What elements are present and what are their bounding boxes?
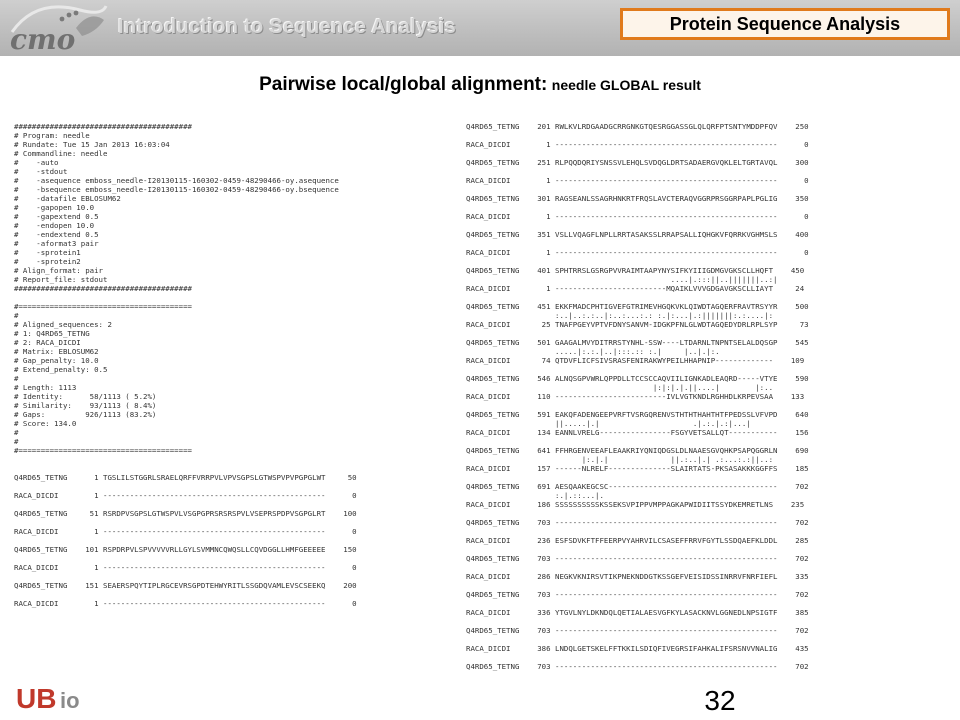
alignment-line: |:.|.| ||.:..|.| .:...:.:||..: <box>466 455 774 464</box>
alignment-line <box>14 293 414 302</box>
alignment-line: # Matrix: EBLOSUM62 <box>14 347 99 356</box>
alignment-line <box>466 149 952 158</box>
alignment-line <box>14 554 414 563</box>
alignment-line: RACA_DICDI 1 -------------------------------------------------- 0 <box>466 212 809 221</box>
alignment-line: # -endopen 10.0 <box>14 221 95 230</box>
alignment-line <box>466 509 952 518</box>
needle-output-right <box>466 122 952 682</box>
alignment-line: Q4RD65_TETNG 703 -------------------------------------------------- 702 <box>466 590 809 599</box>
alignment-line: ||.....|.| .|.:.|.:|...| <box>466 419 751 428</box>
alignment-line: Q4RD65_TETNG 1 TGSLILSTGGRLSRAELQRFFVRRPVLVPVSGPSLGTWSPVPVPGPGLWT 50 <box>14 473 357 482</box>
alignment-line <box>466 563 952 572</box>
alignment-line: RACA_DICDI 286 NEGKVKNIRSVTIKPNEKNDDGTKSSGEFVEISIDSSINRRVFNRFIEFL 335 <box>466 572 809 581</box>
alignment-line: # Similarity: 93/1113 ( 8.4%) <box>14 401 157 410</box>
svg-text:UB: UB <box>16 683 57 712</box>
alignment-line <box>14 464 414 473</box>
alignment-line <box>14 590 414 599</box>
ubio-logo <box>16 682 96 712</box>
alignment-line: RACA_DICDI 386 LNDQLGETSKELFFTKKILSDIQFIVEGRSIFAHKALIFSRSNVVNALIG 435 <box>466 644 809 653</box>
alignment-line: Q4RD65_TETNG 641 FFHRGENVEEAFLEAAKRIYQNIQDGSLDLNAAESGVQHKPSAPQGGRLN 690 <box>466 446 809 455</box>
alignment-line <box>466 167 952 176</box>
alignment-line: # <box>14 437 19 446</box>
alignment-line: ....|.:::||..|||||||..:| <box>466 275 778 284</box>
alignment-line: Q4RD65_TETNG 703 -------------------------------------------------- 702 <box>466 662 809 671</box>
alignment-line: RACA_DICDI 157 ------NLRELF--------------SLAIRTATS-PKSASAKKKGGFFS 185 <box>466 464 809 473</box>
alignment-line: :.|.::...|. <box>466 491 604 500</box>
alignment-line <box>466 437 952 446</box>
alignment-line: Q4RD65_TETNG 101 RSPDRPVLSPVVVVVRLLGYLSVMMNCQWQSLLCQVDGGLLHMFGEEEEE 150 <box>14 545 357 554</box>
alignment-line <box>466 257 952 266</box>
alignment-line <box>14 455 414 464</box>
alignment-line: # -endextend 0.5 <box>14 230 99 239</box>
alignment-line <box>466 293 952 302</box>
alignment-line: # -datafile EBLOSUM62 <box>14 194 121 203</box>
alignment-line: ######################################## <box>14 284 192 293</box>
alignment-line: RACA_DICDI 74 QTDVFLICFSIVSRASFENIRAKWYPEILHHAPNIP------------- 109 <box>466 356 805 365</box>
alignment-line <box>14 536 414 545</box>
alignment-line <box>466 329 952 338</box>
alignment-line <box>466 365 952 374</box>
alignment-line <box>466 581 952 590</box>
header-banner <box>0 0 960 56</box>
alignment-line: Q4RD65_TETNG 546 ALNQSGPVWRLQPPDLLTCCSCCAQVIILIGNKADLEAQRD-----VTYE 590 <box>466 374 809 383</box>
course-title: Introduction to Sequence Analysis <box>118 16 457 38</box>
alignment-line: RACA_DICDI 336 YTGVLNYLDKNDQLQETIALAESVGFKYLASACKNVLGGNEDLNPSIGTF 385 <box>466 608 809 617</box>
alignment-line: # Commandline: needle <box>14 149 108 158</box>
alignment-line: # Rundate: Tue 15 Jan 2013 16:03:04 <box>14 140 170 149</box>
svg-text:io: io <box>60 688 80 712</box>
alignment-line: ######################################## <box>14 122 192 131</box>
alignment-line: # Length: 1113 <box>14 383 77 392</box>
alignment-line: # <box>14 374 19 383</box>
alignment-line <box>466 527 952 536</box>
alignment-line <box>466 203 952 212</box>
alignment-line: # Aligned_sequences: 2 <box>14 320 112 329</box>
cmo-logo <box>6 2 110 54</box>
slide-title-sub: needle GLOBAL result <box>551 77 701 93</box>
alignment-line: # -sprotein1 <box>14 248 81 257</box>
cmo-logo-text: cmo <box>10 23 76 54</box>
alignment-line: RACA_DICDI 1 -------------------------------------------------- 0 <box>14 563 357 572</box>
alignment-line <box>466 239 952 248</box>
alignment-line: # Report_file: stdout <box>14 275 108 284</box>
page-number: 32 <box>704 685 736 716</box>
alignment-line: RACA_DICDI 186 SSSSSSSSSSKSSEKSVPIPPVMPPAGKAPWIDIITSSYDKEMRETLNS 235 <box>466 500 805 509</box>
alignment-line: RACA_DICDI 1 -------------------------------------------------- 0 <box>14 527 357 536</box>
alignment-line: RACA_DICDI 1 -------------------------------------------------- 0 <box>466 176 809 185</box>
alignment-line: # Identity: 58/1113 ( 5.2%) <box>14 392 157 401</box>
alignment-line: # -aformat3 pair <box>14 239 99 248</box>
alignment-line: # <box>14 311 19 320</box>
alignment-line <box>466 617 952 626</box>
alignment-line: # Extend_penalty: 0.5 <box>14 365 108 374</box>
section-label: Protein Sequence Analysis <box>620 8 950 40</box>
alignment-line: Q4RD65_TETNG 451 EKKFMADCPHTIGVEFGTRIMEVHGQKVKLQIWDTAGQERFRAVTRSYYR 500 <box>466 302 809 311</box>
alignment-line: Q4RD65_TETNG 201 RWLKVLRDGAADGCRRGNKGTQESRGGASSGLQLQRFPTSNTYMDDPFQV 250 <box>466 122 809 131</box>
alignment-line: RACA_DICDI 134 EANNLVRELG----------------FSGYVETSALLQT----------- 156 <box>466 428 809 437</box>
alignment-line: RACA_DICDI 110 -------------------------IVLVGTKNDLRGHHDLKRPEVSAA 133 <box>466 392 805 401</box>
alignment-line: RACA_DICDI 1 -------------------------------------------------- 0 <box>14 491 357 500</box>
alignment-line: # 2: RACA_DICDI <box>14 338 81 347</box>
slide-title <box>0 74 960 96</box>
alignment-line <box>466 473 952 482</box>
alignment-line: RACA_DICDI 1 -------------------------------------------------- 0 <box>466 140 809 149</box>
alignment-line: # -sprotein2 <box>14 257 81 266</box>
alignment-line <box>466 545 952 554</box>
alignment-line: Q4RD65_TETNG 703 -------------------------------------------------- 702 <box>466 626 809 635</box>
alignment-line: .....|:.:.|..|:::.:: :.| |..|.|:. <box>466 347 720 356</box>
alignment-line: # Program: needle <box>14 131 90 140</box>
alignment-line: # -asequence emboss_needle-I20130115-160302-0459-48290466-oy.asequence <box>14 176 339 185</box>
alignment-line <box>466 221 952 230</box>
alignment-line: # -bsequence emboss_needle-I20130115-160302-0459-48290466-oy.bsequence <box>14 185 339 194</box>
alignment-line: Q4RD65_TETNG 591 EAKQFADENGEEPVRFTVSRGQRENVSTHTHTHAHTHTFPEDSSLVFVPD 640 <box>466 410 809 419</box>
alignment-line: RACA_DICDI 25 TNAFPGEYVPTVFDNYSANVM-IDGKPFNLGLWDTAGQEDYDRLRPLSYP 73 <box>466 320 809 329</box>
alignment-line: # -stdout <box>14 167 68 176</box>
alignment-line: # 1: Q4RD65_TETNG <box>14 329 90 338</box>
alignment-line: Q4RD65_TETNG 251 RLPQQDQRIYSNSSVLEHQLSVDQGLDRTSADAERGVQKLELTGRTAVQL 300 <box>466 158 809 167</box>
alignment-line: # -gapopen 10.0 <box>14 203 95 212</box>
alignment-line: Q4RD65_TETNG 301 RAGSEANLSSAGRHNKRTFRQSLAVCTERAQVGGRPRSGGRPAPLPGLIG 350 <box>466 194 809 203</box>
alignment-line: RACA_DICDI 236 ESFSDVKFTFFEERPVYAHRVILCSASEFFRRVFGYTLSSDQAEFKLDDL 285 <box>466 536 809 545</box>
alignment-line <box>14 482 414 491</box>
alignment-line: RACA_DICDI 1 -------------------------------------------------- 0 <box>14 599 357 608</box>
alignment-line: :..|..:.:..|:..:...:.: :.|:...|.:|||||||:.:....|: <box>466 311 774 320</box>
alignment-line: # Score: 134.0 <box>14 419 77 428</box>
alignment-line <box>466 635 952 644</box>
alignment-line: Q4RD65_TETNG 351 VSLLVQAGFLNPLLRRTASAKSSLRRAPSALLIQHGKVFQRRKVGHMSLS 400 <box>466 230 809 239</box>
alignment-line: Q4RD65_TETNG 703 -------------------------------------------------- 702 <box>466 554 809 563</box>
alignment-line <box>466 599 952 608</box>
alignment-line: Q4RD65_TETNG 151 SEAERSPQYTIPLRGCEVRSGPDTEHWYRITLSSGDQVAMLEVSCSEEKQ 200 <box>14 581 357 590</box>
alignment-line: RACA_DICDI 1 -------------------------------------------------- 0 <box>466 248 809 257</box>
alignment-line <box>466 653 952 662</box>
alignment-line: Q4RD65_TETNG 691 AESQAAKEGCSC-------------------------------------- 702 <box>466 482 809 491</box>
alignment-line: # Align_format: pair <box>14 266 103 275</box>
alignment-line: # -auto <box>14 158 59 167</box>
alignment-line: |:|:|.|.||....| |:.. <box>466 383 774 392</box>
alignment-line <box>466 185 952 194</box>
alignment-line: # <box>14 428 19 437</box>
alignment-line <box>466 131 952 140</box>
alignment-line: RACA_DICDI 1 -------------------------MQAIKLVVVGDGAVGKSCLLIAYT 24 <box>466 284 805 293</box>
alignment-line: Q4RD65_TETNG 51 RSRDPVSGPSLGTWSPVLVSGPGPRSRSRSPVLVSEPRSPDPVSGPGLRT 100 <box>14 509 357 518</box>
alignment-line <box>14 500 414 509</box>
alignment-line: #======================================= <box>14 302 192 311</box>
alignment-line: Q4RD65_TETNG 401 SPHTRRSLGSRGPVVRAIMTAAPYNYSIFKYIIIGDMGVGKSCLLHQFT 450 <box>466 266 805 275</box>
alignment-line <box>466 401 952 410</box>
slide-title-main: Pairwise local/global alignment: <box>259 74 548 95</box>
alignment-line: Q4RD65_TETNG 501 GAAGALMVYDITRRSTYNHL-SSW----LTDARNLTNPNTSELALDQSGP 545 <box>466 338 809 347</box>
alignment-line: #======================================= <box>14 446 192 455</box>
alignment-line: # Gaps: 926/1113 (83.2%) <box>14 410 157 419</box>
alignment-line: # Gap_penalty: 10.0 <box>14 356 99 365</box>
alignment-line: # -gapextend 0.5 <box>14 212 99 221</box>
alignment-line: Q4RD65_TETNG 703 -------------------------------------------------- 702 <box>466 518 809 527</box>
alignment-line <box>14 572 414 581</box>
needle-output-left <box>14 122 414 622</box>
alignment-line <box>14 518 414 527</box>
